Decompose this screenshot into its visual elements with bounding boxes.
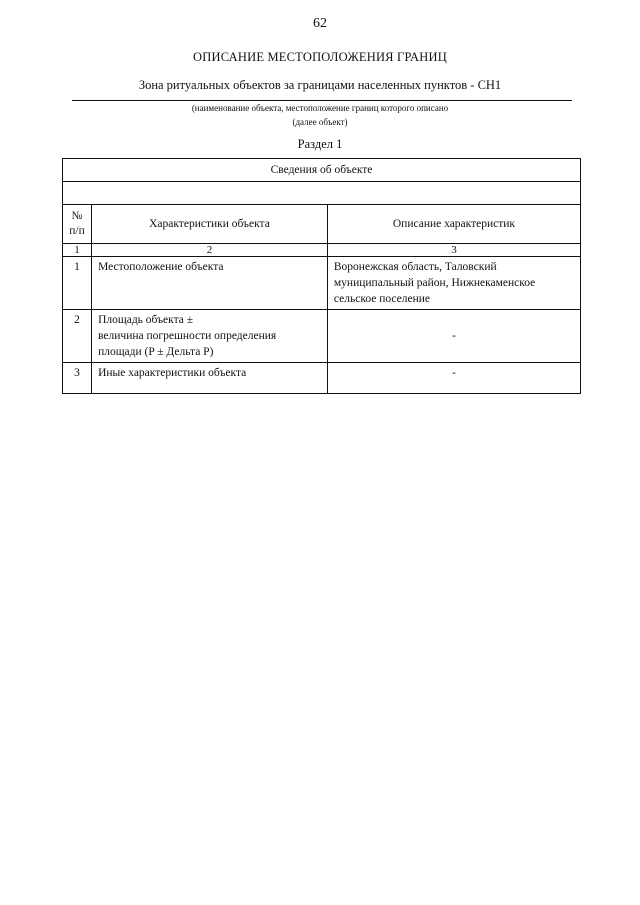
row-characteristic: Иные характеристики объекта <box>92 363 328 394</box>
zone-name: Зона ритуальных объектов за границами населенных пунктов - СН1 <box>138 78 502 92</box>
column-number: 3 <box>327 244 580 257</box>
row-characteristic: Площадь объекта ± величина погрешности определения площади (P ± Дельта P) <box>92 310 328 363</box>
header-description: Описание характеристик <box>327 205 580 244</box>
document-title: ОПИСАНИЕ МЕСТОПОЛОЖЕНИЯ ГРАНИЦ <box>193 50 447 64</box>
object-info-table <box>62 158 581 394</box>
object-note-line-1: (наименование объекта, местоположение границ которого описано <box>191 103 449 113</box>
row-number: 2 <box>63 310 92 363</box>
table-row <box>63 257 581 310</box>
column-number: 2 <box>92 244 328 257</box>
header-characteristic: Характеристики объекта <box>92 205 328 244</box>
table-title: Сведения об объекте <box>63 159 581 182</box>
row-number: 1 <box>63 257 92 310</box>
header-number: № п/п <box>63 205 92 244</box>
section-heading: Раздел 1 <box>297 137 343 151</box>
table-row <box>63 363 581 394</box>
blank-cell <box>63 182 581 205</box>
column-number: 1 <box>63 244 92 257</box>
row-description: Воронежская область, Таловский муниципальный район, Нижнекаменское сельское поселение <box>327 257 580 310</box>
table-blank-row <box>63 182 581 205</box>
underline-rule <box>72 100 572 101</box>
column-number-row <box>63 244 581 257</box>
row-number: 3 <box>63 363 92 394</box>
page-number: 62 <box>313 16 327 31</box>
table-row <box>63 310 581 363</box>
row-description: - <box>327 310 580 363</box>
row-characteristic: Местоположение объекта <box>92 257 328 310</box>
object-note-line-2: (далее объект) <box>292 117 348 127</box>
row-description: - <box>327 363 580 394</box>
table-title-row <box>63 159 581 182</box>
table-header-row <box>63 205 581 244</box>
